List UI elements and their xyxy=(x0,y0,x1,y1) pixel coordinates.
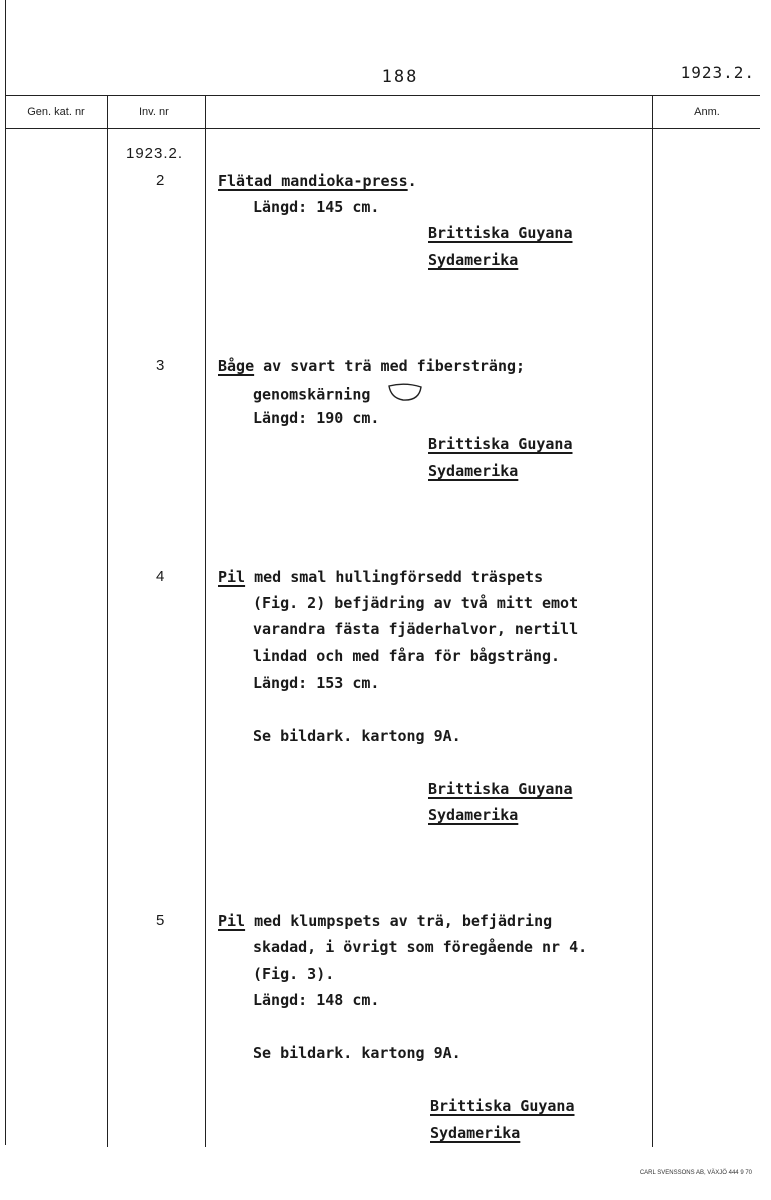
entry-3-title xyxy=(218,357,525,375)
entry-3-title-word: Båge xyxy=(218,357,255,375)
entry-4-title xyxy=(218,568,543,586)
entry-5-place-2: Sydamerika xyxy=(430,1124,521,1142)
entry-2-title-word: Flätad mandioka-press xyxy=(218,172,408,190)
accession-number: 1923.2. xyxy=(680,63,755,82)
entry-4-line-2: varandra fästa fjäderhalvor, nertill xyxy=(253,620,579,638)
entry-5-line-1: skadad, i övrigt som föregående nr 4. xyxy=(253,938,588,956)
entry-5-title-rest: med klumpspets av trä, befjädring xyxy=(245,912,553,930)
column-rule-inv-desc xyxy=(205,95,206,1147)
entry-3-title-rest: av svart trä med fibersträng; xyxy=(254,357,526,375)
cross-section-sketch-icon xyxy=(387,383,423,407)
entry-4-see-image: Se bildark. kartong 9A. xyxy=(253,727,461,745)
entry-4-place-2: Sydamerika xyxy=(428,806,519,824)
column-header-anm: Anm. xyxy=(694,106,720,118)
entry-2-title xyxy=(218,172,417,190)
entry-2-title-tail: . xyxy=(407,172,417,190)
entry-5-title xyxy=(218,912,552,930)
entry-2-place-2: Sydamerika xyxy=(428,251,519,269)
inv-number-3: 3 xyxy=(156,357,165,374)
entry-2-length: Längd: 145 cm. xyxy=(253,198,380,216)
entry-3-place-2: Sydamerika xyxy=(428,462,519,480)
entry-5-place-1: Brittiska Guyana xyxy=(430,1097,575,1115)
inv-number-2: 2 xyxy=(156,172,165,189)
entry-4-place-1: Brittiska Guyana xyxy=(428,780,573,798)
entry-4-length: Längd: 153 cm. xyxy=(253,674,380,692)
group-number: 1923.2. xyxy=(126,145,184,162)
entry-5-title-word: Pil xyxy=(218,912,246,930)
column-rule-gen-inv xyxy=(107,95,108,1147)
entry-5-line-2: (Fig. 3). xyxy=(253,965,335,983)
entry-3-cross-section xyxy=(253,383,423,407)
page-number: 188 xyxy=(381,67,419,87)
entry-4-line-3: lindad och med fåra för bågsträng. xyxy=(253,647,561,665)
entry-4-title-rest: med smal hullingförsedd träspets xyxy=(245,568,544,586)
entry-5-length: Längd: 148 cm. xyxy=(253,991,380,1009)
entry-4-title-word: Pil xyxy=(218,568,246,586)
entry-2-place-1: Brittiska Guyana xyxy=(428,224,573,242)
column-header-gen-kat: Gen. kat. nr xyxy=(27,106,85,118)
entry-5-see-image: Se bildark. kartong 9A. xyxy=(253,1044,461,1062)
column-rule-desc-anm xyxy=(652,95,653,1147)
inv-number-4: 4 xyxy=(156,568,165,585)
printer-imprint: CARL SVENSSONS AB, VÄXJÖ 444 9 70 xyxy=(639,1170,752,1176)
left-margin-rule xyxy=(5,0,6,1145)
entry-3-cross-section-label: genomskärning xyxy=(253,385,371,404)
entry-3-place-1: Brittiska Guyana xyxy=(428,435,573,453)
entry-4-line-1: (Fig. 2) befjädring av två mitt emot xyxy=(253,594,579,612)
inv-number-5: 5 xyxy=(156,912,165,929)
entry-3-length: Längd: 190 cm. xyxy=(253,409,380,427)
column-header-inv: Inv. nr xyxy=(139,106,169,118)
